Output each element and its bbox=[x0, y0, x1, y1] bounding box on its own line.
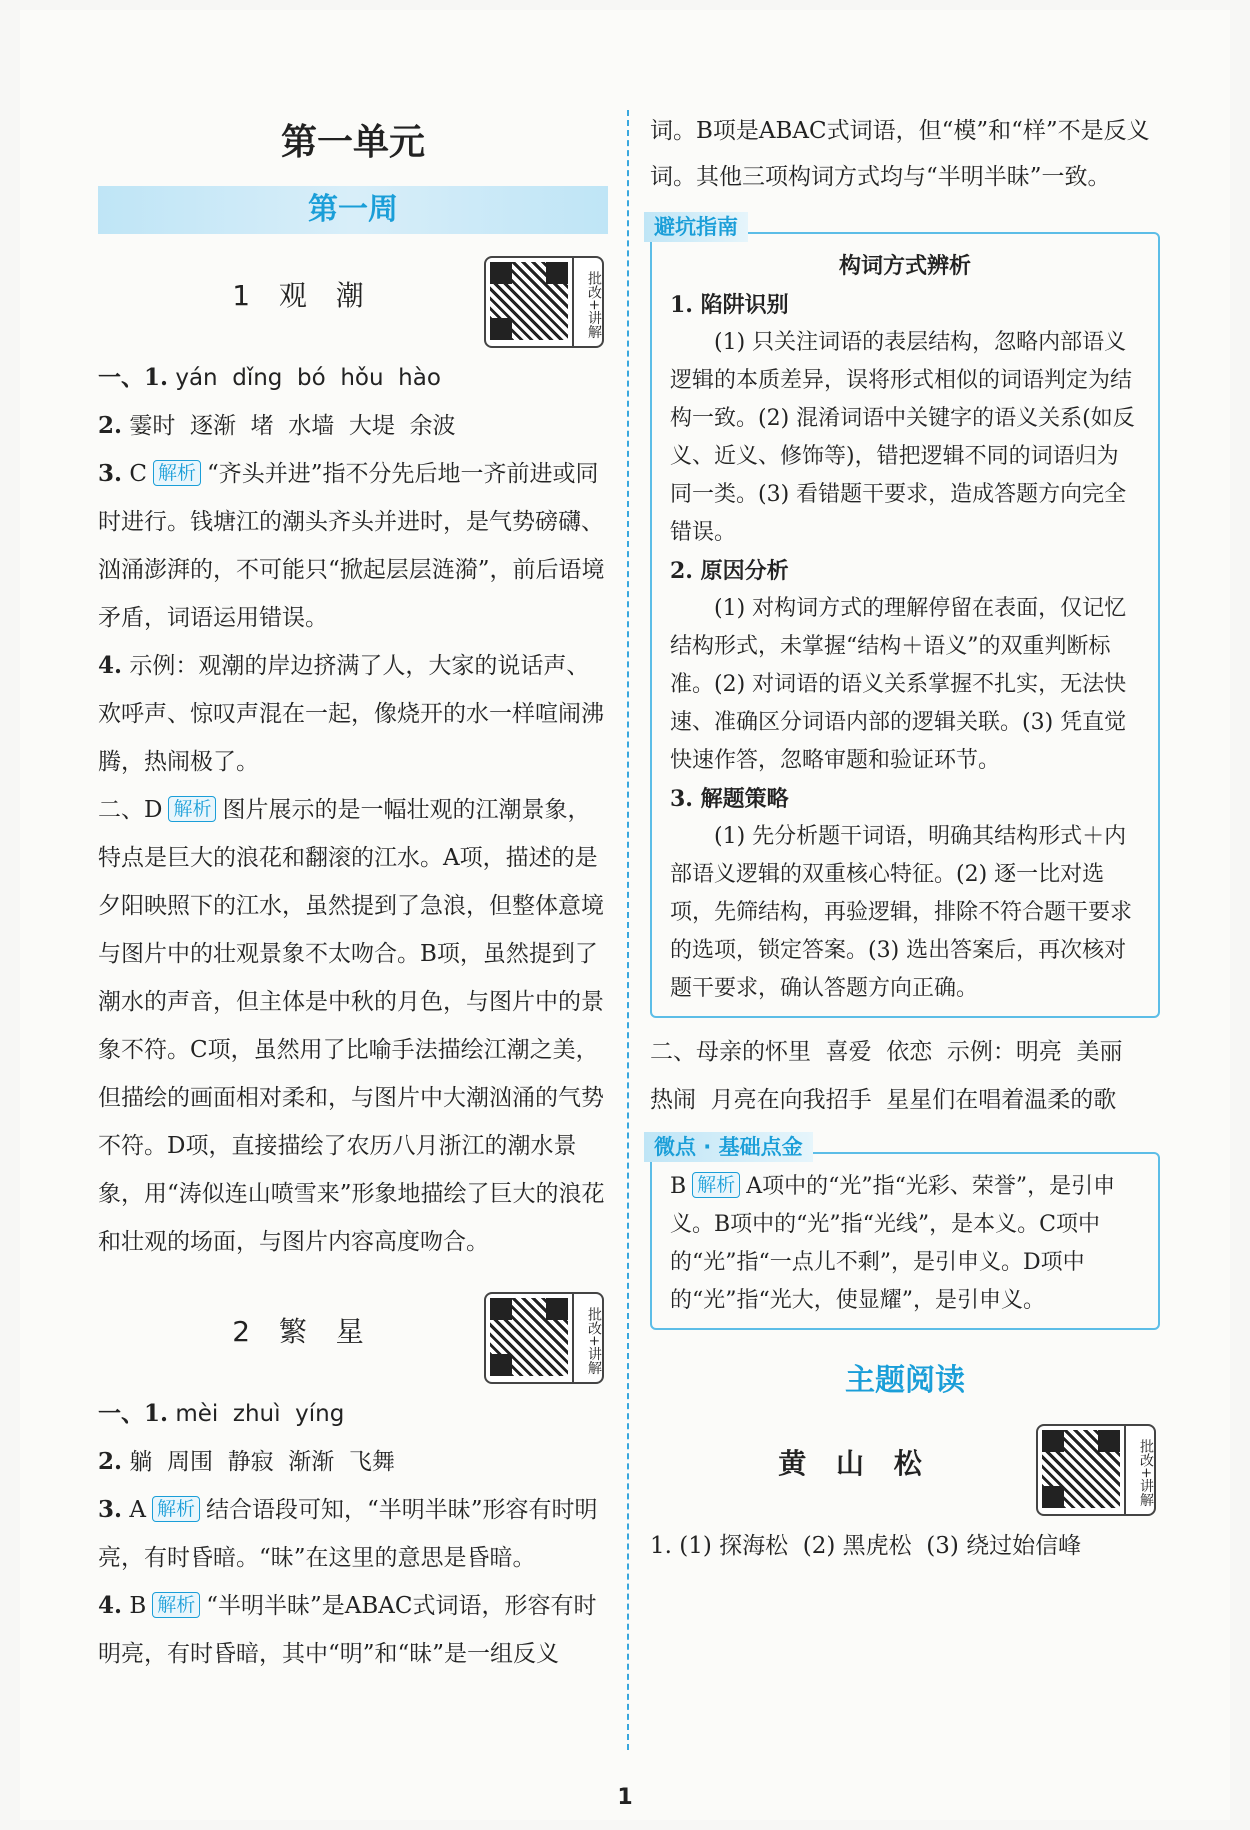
tip-box-label: 微点 · 基础点金 bbox=[644, 1132, 813, 1162]
tip-heading: 2. 原因分析 bbox=[670, 558, 789, 584]
tip-paragraph: (1) 只关注词语的表层结构，忽略内部语义逻辑的本质差异，误将形式相似的词语判定为结构一致。(2) 混淆词语中关键字的语义关系(如反义、近义、修饰等)，错把逻辑不同的词语归为同一类。(3) 看错题干要求，造成答题方向完全错误。 bbox=[670, 330, 1135, 545]
answer-line bbox=[98, 402, 608, 450]
answer-line bbox=[98, 786, 608, 1266]
answer-choice: B bbox=[670, 1174, 687, 1199]
pinyin-answer: yán dǐng bó hǒu hào bbox=[175, 365, 441, 391]
tip-box-label: 避坑指南 bbox=[644, 212, 748, 242]
lesson-title: 2 繁 星 bbox=[232, 1315, 374, 1348]
page bbox=[20, 10, 1230, 1820]
tip-heading: 1. 陷阱识别 bbox=[670, 292, 789, 318]
answer-line bbox=[98, 450, 608, 642]
lesson-title: 1 观 潮 bbox=[232, 279, 374, 312]
continued-text: 词。B项是ABAC式词语，但“模”和“样”不是反义词。其他三项构词方式均与“半明半昧”一致。 bbox=[650, 118, 1150, 190]
question-number: 4. bbox=[98, 652, 123, 679]
answer-text: 母亲的怀里 喜爱 依恋 示例：明亮 美丽 热闹 月亮在向我招手 星星们在唱着温柔的歌 bbox=[650, 1039, 1138, 1113]
analysis-badge: 解析 bbox=[152, 1592, 200, 1618]
week-title: 第一周 bbox=[98, 186, 608, 234]
lesson-header-1 bbox=[98, 248, 608, 344]
tip-box-pitfalls bbox=[650, 215, 1160, 1018]
tip-box-title: 构词方式辨析 bbox=[838, 254, 971, 279]
analysis-text: A项中的“光”指“光彩、荣誉”，是引申义。B项中的“光”指“光线”，是本义。C项中的“光”指“一点儿不剩”，是引申义。D项中的“光”指“光大，使显耀”，是引申义。 bbox=[670, 1174, 1116, 1313]
qr-pattern bbox=[490, 262, 568, 340]
column-divider bbox=[627, 110, 629, 1750]
analysis-text: “齐头并进”指不分先后地一齐前进或同时进行。钱塘江的潮头齐头并进时，是气势磅礴、汹涌澎湃的，不可能只“掀起层层涟漪”，前后语境矛盾，词语运用错误。 bbox=[98, 461, 605, 631]
left-column bbox=[98, 108, 608, 1678]
qr-tag: 批改+讲解 bbox=[1124, 1426, 1154, 1514]
analysis-badge: 解析 bbox=[152, 1496, 200, 1522]
question-number: 3. bbox=[98, 460, 123, 487]
answer-line bbox=[98, 642, 608, 786]
answer-line bbox=[98, 1582, 608, 1678]
answer-choice: B bbox=[129, 1593, 147, 1619]
unit-title: 第一单元 bbox=[280, 122, 425, 163]
qr-code-icon[interactable] bbox=[1036, 1424, 1156, 1516]
tip-heading: 3. 解题策略 bbox=[670, 786, 789, 812]
tip-box-basics bbox=[650, 1135, 1160, 1330]
answer-choice: A bbox=[129, 1497, 146, 1523]
page-number: 1 bbox=[617, 1785, 633, 1810]
answer-line bbox=[98, 1486, 608, 1582]
question-number: 3. bbox=[98, 1496, 123, 1523]
question-number: 2. bbox=[98, 1448, 123, 1475]
answer-line bbox=[98, 1438, 608, 1486]
answer-text: 躺 周围 静寂 渐渐 飞舞 bbox=[129, 1449, 395, 1475]
analysis-badge: 解析 bbox=[692, 1172, 740, 1198]
analysis-badge: 解析 bbox=[168, 796, 216, 822]
question-number: 2. bbox=[98, 412, 123, 439]
qr-tag: 批改+讲解 bbox=[572, 1294, 602, 1382]
qr-tag: 批改+讲解 bbox=[572, 258, 602, 346]
question-number: 4. bbox=[98, 1592, 123, 1619]
qr-pattern bbox=[1042, 1430, 1120, 1508]
answer-choice: C bbox=[129, 461, 147, 487]
answer-text: 示例：观潮的岸边挤满了人，大家的说话声、欢呼声、惊叹声混在一起，像烧开的水一样喧闹沸腾，热闹极了。 bbox=[98, 653, 604, 775]
analysis-badge: 解析 bbox=[153, 460, 201, 486]
reading-header bbox=[650, 1416, 1160, 1512]
reading-title: 黄 山 松 bbox=[778, 1447, 932, 1480]
question-number: 一、1. bbox=[98, 1400, 169, 1427]
tip-paragraph: (1) 对构词方式的理解停留在表面，仅记忆结构形式，未掌握“结构＋语义”的双重判断标准。(2) 对词语的语义关系掌握不扎实，无法快速、准确区分词语内部的逻辑关联。(3) 凭直觉快速作答，忽略审题和验证环节。 bbox=[670, 596, 1127, 773]
answer-line bbox=[650, 1028, 1160, 1124]
qr-code-icon[interactable] bbox=[484, 1292, 604, 1384]
analysis-text: 结合语段可知，“半明半昧”形容有时明亮，有时昏暗。“昧”在这里的意思是昏暗。 bbox=[98, 1497, 598, 1571]
answer-choice: D bbox=[144, 797, 163, 823]
qr-code-icon[interactable] bbox=[484, 256, 604, 348]
qr-pattern bbox=[490, 1298, 568, 1376]
tip-paragraph: (1) 先分析题干词语，明确其结构形式＋内部语义逻辑的双重核心特征。(2) 逐一比对选项，先筛结构，再验逻辑，排除不符合题干要求的选项，锁定答案。(3) 选出答案后，再次核对题干要求，确认答题方向正确。 bbox=[670, 824, 1133, 1001]
answer-line bbox=[98, 1390, 608, 1438]
lesson-header-2 bbox=[98, 1284, 608, 1380]
pinyin-answer: mèi zhuì yíng bbox=[175, 1401, 345, 1427]
question-number: 一、1. bbox=[98, 364, 169, 391]
analysis-text: 图片展示的是一幅壮观的江潮景象，特点是巨大的浪花和翻滚的江水。A项，描述的是夕阳映照下的江水，虽然提到了急浪，但整体意境与图片中的壮观景象不太吻合。B项，虽然提到了潮水的声音，但主体是中秋的月色，与图片中的景象不符。C项，虽然用了比喻手法描绘江潮之美，但描绘的画面相对柔和，与图片中大潮汹涌的气势不符。D项，直接描绘了农历八月浙江的潮水景象，用“涛似连山喷雪来”形象地描绘了巨大的浪花和壮观的场面，与图片内容高度吻合。 bbox=[98, 797, 605, 1255]
answer-text: 霎时 逐渐 堵 水墙 大堤 余波 bbox=[129, 413, 456, 439]
answer-line bbox=[98, 354, 608, 402]
section-number: 二、 bbox=[98, 797, 144, 823]
analysis-text: “半明半昧”是ABAC式词语，形容有时明亮，有时昏暗，其中“明”和“昧”是一组反义 bbox=[98, 1593, 597, 1667]
theme-reading-title: 主题阅读 bbox=[845, 1363, 965, 1398]
answer-line: 1. (1) 探海松 (2) 黑虎松 (3) 绕过始信峰 bbox=[650, 1533, 1082, 1559]
section-number: 二、 bbox=[650, 1039, 696, 1065]
tip-paragraph bbox=[670, 1168, 1140, 1320]
right-column bbox=[650, 108, 1160, 1570]
